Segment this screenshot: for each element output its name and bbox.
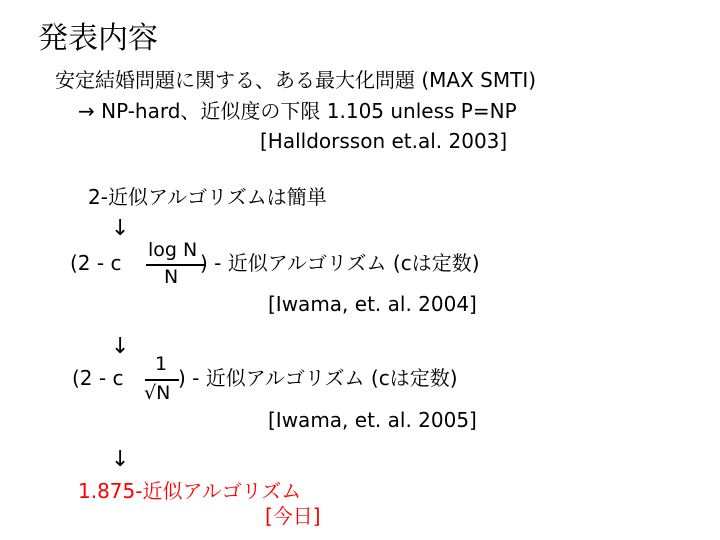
- today-label: [今日]: [265, 504, 321, 528]
- current-result: 1.875-近似アルゴリズム: [78, 479, 302, 503]
- citation-iwama-2004: [Iwama, et. al. 2004]: [268, 292, 477, 316]
- two-approx-statement: 2-近似アルゴリズムは簡単: [88, 185, 327, 209]
- problem-statement: 安定結婚問題に関する、ある最大化問題 (MAX SMTI): [55, 68, 537, 92]
- citation-iwama-2005: [Iwama, et. al. 2005]: [268, 408, 477, 432]
- citation-halldorsson: [Halldorsson et.al. 2003]: [260, 129, 508, 153]
- down-arrow-icon: ↓: [111, 334, 130, 359]
- formula-sqrt-n-numerator: 1: [155, 353, 168, 375]
- formula-log-n-suffix: ) - 近似アルゴリズム (cは定数): [200, 251, 480, 275]
- formula-sqrt-n-denominator: √N: [144, 382, 171, 404]
- hardness-result: → NP-hard、近似度の下限 1.105 unless P=NP: [78, 99, 517, 123]
- down-arrow-icon: ↓: [111, 216, 130, 241]
- formula-sqrt-n-prefix: (2 - c: [72, 366, 124, 390]
- formula-sqrt-n-suffix: ) - 近似アルゴリズム (cは定数): [178, 366, 458, 390]
- down-arrow-icon: ↓: [111, 447, 130, 472]
- slide-title: 発表内容: [38, 21, 158, 56]
- formula-log-n-prefix: (2 - c: [70, 251, 122, 275]
- fraction-bar: [145, 379, 179, 381]
- formula-log-n-denominator: N: [164, 266, 179, 288]
- formula-log-n-numerator: log N: [148, 239, 198, 261]
